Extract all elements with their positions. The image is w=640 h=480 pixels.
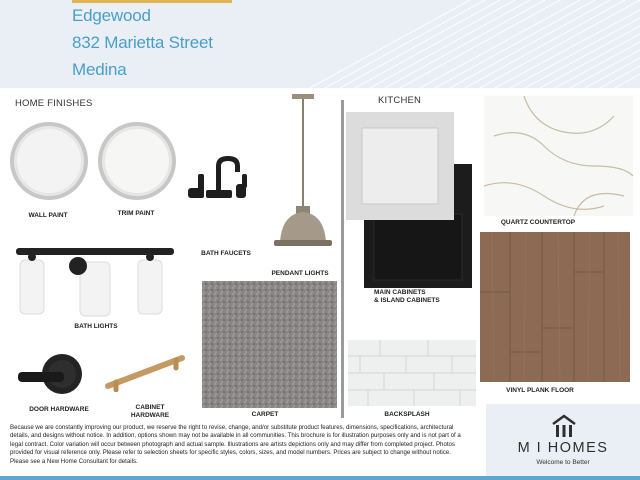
carpet-swatch xyxy=(202,281,337,408)
wall-paint-label: WALL PAINT xyxy=(28,212,68,219)
gold-accent-bar xyxy=(72,0,232,3)
bath-faucet-image xyxy=(186,154,256,234)
bath-lights-image xyxy=(16,246,174,318)
main-cabinets-label-line1: MAIN CABINETS xyxy=(374,289,426,296)
bath-faucets-label: BATH FAUCETS xyxy=(201,250,251,257)
carpet-label: CARPET xyxy=(251,411,279,418)
home-finishes-title: HOME FINISHES xyxy=(15,98,93,109)
main-cabinets-swatch xyxy=(346,112,474,288)
decorative-lines xyxy=(310,0,640,88)
plan-name: Medina xyxy=(72,60,127,79)
community-name: Edgewood xyxy=(72,6,151,25)
street-address: 832 Marietta Street xyxy=(72,33,213,52)
vinyl-plank-floor-swatch xyxy=(480,232,630,382)
legal-disclaimer: Because we are constantly improving our product, we reserve the right to revise, change, and/or substitute product features, dimensions, specifications, architectural details, and designs without notice. In addition, options shown may not be available in all communities. This brochure is for illustration purposes only and is not part of a legal contract. Color variation will occur between photograph and actual sample. Illustrations are artists depictions only and may differ from completed project. Photos provided for visual reference only. Please refer to selection sheets for specific styles, colors, sizes, and model numbers. Prices are subject to change without notice. Please see a New Home Consultant for details. xyxy=(10,424,461,465)
cabinet-hardware-label: CABINET HARDWARE xyxy=(130,404,170,419)
cabinet-hardware-image xyxy=(102,350,194,392)
trim-paint-swatch xyxy=(96,120,178,202)
header-banner xyxy=(0,0,640,88)
quartz-countertop-label: QUARTZ COUNTERTOP xyxy=(500,219,576,226)
footer-accent-bar xyxy=(0,476,640,480)
pendant-lights-label: PENDANT LIGHTS xyxy=(271,270,329,277)
kitchen-title: KITCHEN xyxy=(378,95,422,106)
door-hardware-image xyxy=(18,350,90,400)
vinyl-plank-floor-label: VINYL PLANK FLOOR xyxy=(506,387,574,394)
brand-logo-area xyxy=(486,404,640,480)
backsplash-swatch xyxy=(348,340,476,406)
house-logo-icon xyxy=(551,414,577,438)
section-divider xyxy=(341,100,344,418)
door-hardware-label: DOOR HARDWARE xyxy=(29,406,89,413)
quartz-countertop-swatch xyxy=(484,96,633,216)
pendant-light-image xyxy=(270,94,336,266)
bath-lights-label: BATH LIGHTS xyxy=(74,323,118,330)
trim-paint-label: TRIM PAINT xyxy=(117,210,155,217)
backsplash-label: BACKSPLASH xyxy=(384,411,430,418)
brand-tagline: Welcome to Better xyxy=(536,459,590,466)
wall-paint-swatch xyxy=(8,120,90,202)
brand-name: M I HOMES xyxy=(517,440,609,456)
main-cabinets-label-line2: & ISLAND CABINETS xyxy=(374,297,440,304)
